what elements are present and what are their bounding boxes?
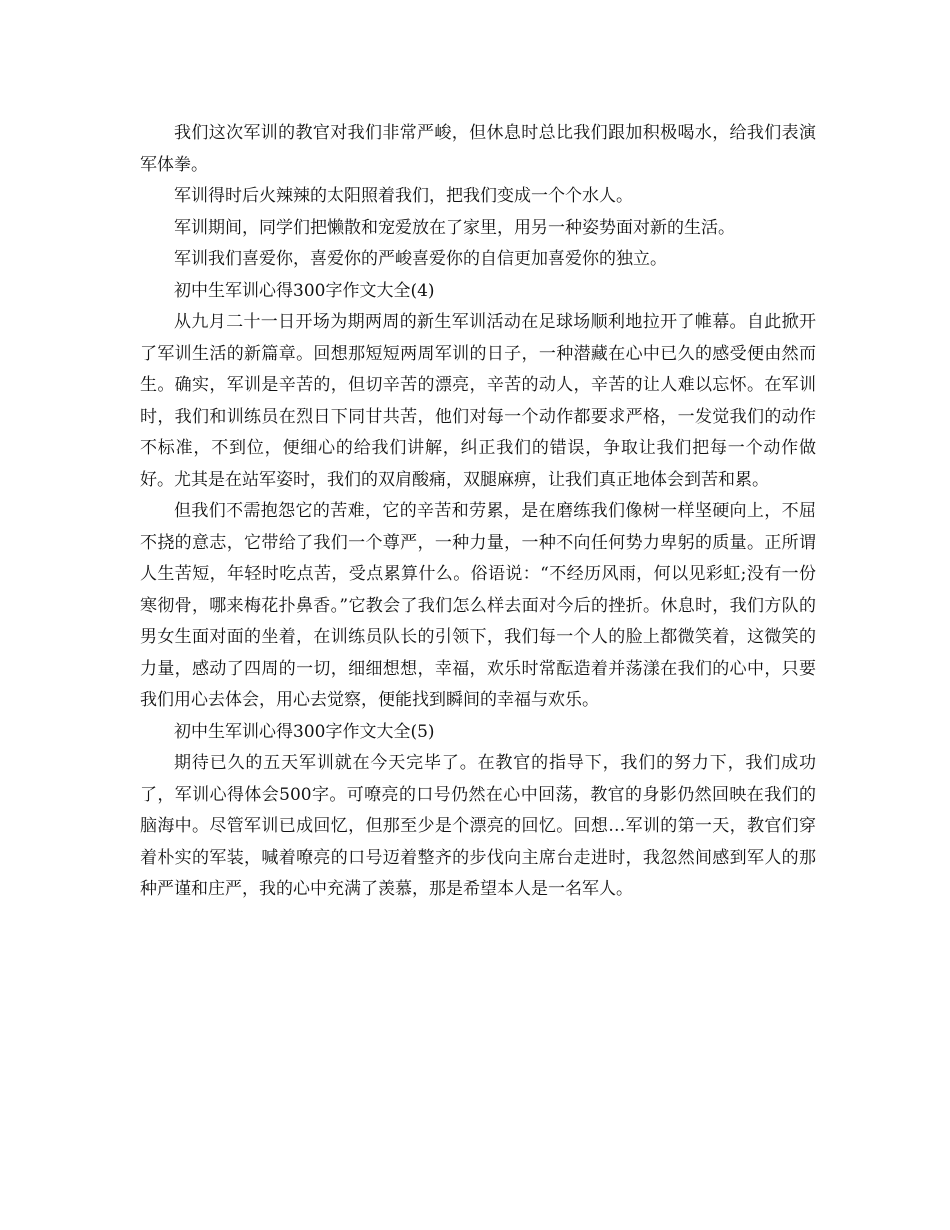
paragraph: 期待已久的五天军训就在今天完毕了。在教官的指导下，我们的努力下，我们成功了，军训心得体会500字。可嘹亮的口号仍然在心中回荡，教官的身影仍然回映在我们的脑海中。尽管军训已成回忆，但那至少是个漂亮的回忆。回想…军训的第一天，教官们穿着朴实的军装，喊着嘹亮的口号迈着整齐的步伐向主席台走进时，我忽然间感到军人的那种严谨和庄严，我的心中充满了羡慕，那是希望本人是一名军人。 (140, 753, 816, 899)
section-heading: 初中生军训心得300字作文大全(4) (174, 280, 435, 301)
document-body (140, 118, 816, 906)
paragraph: 军训期间，同学们把懒散和宠爱放在了家里，用另一种姿势面对新的生活。 (174, 217, 735, 238)
paragraph: 但我们不需抱怨它的苦难，它的辛苦和劳累，是在磨练我们像树一样坚硬向上，不屈不挠的意志，它带给了我们一个尊严，一种力量，一种不向任何势力卑躬的质量。正所谓人生苦短，年轻时吃点苦，受点累算什么。俗语说：“不经历风雨，何以见彩虹;没有一份寒彻骨，哪来梅花扑鼻香。”它教会了我们怎么样去面对今后的挫折。休息时，我们方队的男女生面对面的坐着，在训练员队长的引领下，我们每一个人的脸上都微笑着，这微笑的力量，感动了四周的一切，细细想想，幸福，欢乐时常酝造着并荡漾在我们的心中，只要我们用心去体会，用心去觉察，便能找到瞬间的幸福与欢乐。 (140, 501, 816, 710)
paragraph: 从九月二十一日开场为期两周的新生军训活动在足球场顺利地拉开了帷幕。自此掀开了军训生活的新篇章。回想那短短两周军训的日子，一种潜藏在心中已久的感受便由然而生。确实，军训是辛苦的，但切辛苦的漂亮，辛苦的动人，辛苦的让人难以忘怀。在军训时，我们和训练员在烈日下同甘共苦，他们对每一个动作都要求严格，一发觉我们的动作不标准，不到位，便细心的给我们讲解，纠正我们的错误，争取让我们把每一个动作做好。尤其是在站军姿时，我们的双肩酸痛，双腿麻痹，让我们真正地体会到苦和累。 (140, 312, 816, 490)
paragraph: 我们这次军训的教官对我们非常严峻，但休息时总比我们跟加积极喝水，给我们表演军体拳。 (140, 123, 816, 175)
paragraph: 军训我们喜爱你，喜爱你的严峻喜爱你的自信更加喜爱你的独立。 (174, 249, 667, 269)
paragraph: 军训得时后火辣辣的太阳照着我们，把我们变成一个个水人。 (174, 186, 633, 206)
section-heading: 初中生军训心得300字作文大全(5) (174, 721, 435, 742)
